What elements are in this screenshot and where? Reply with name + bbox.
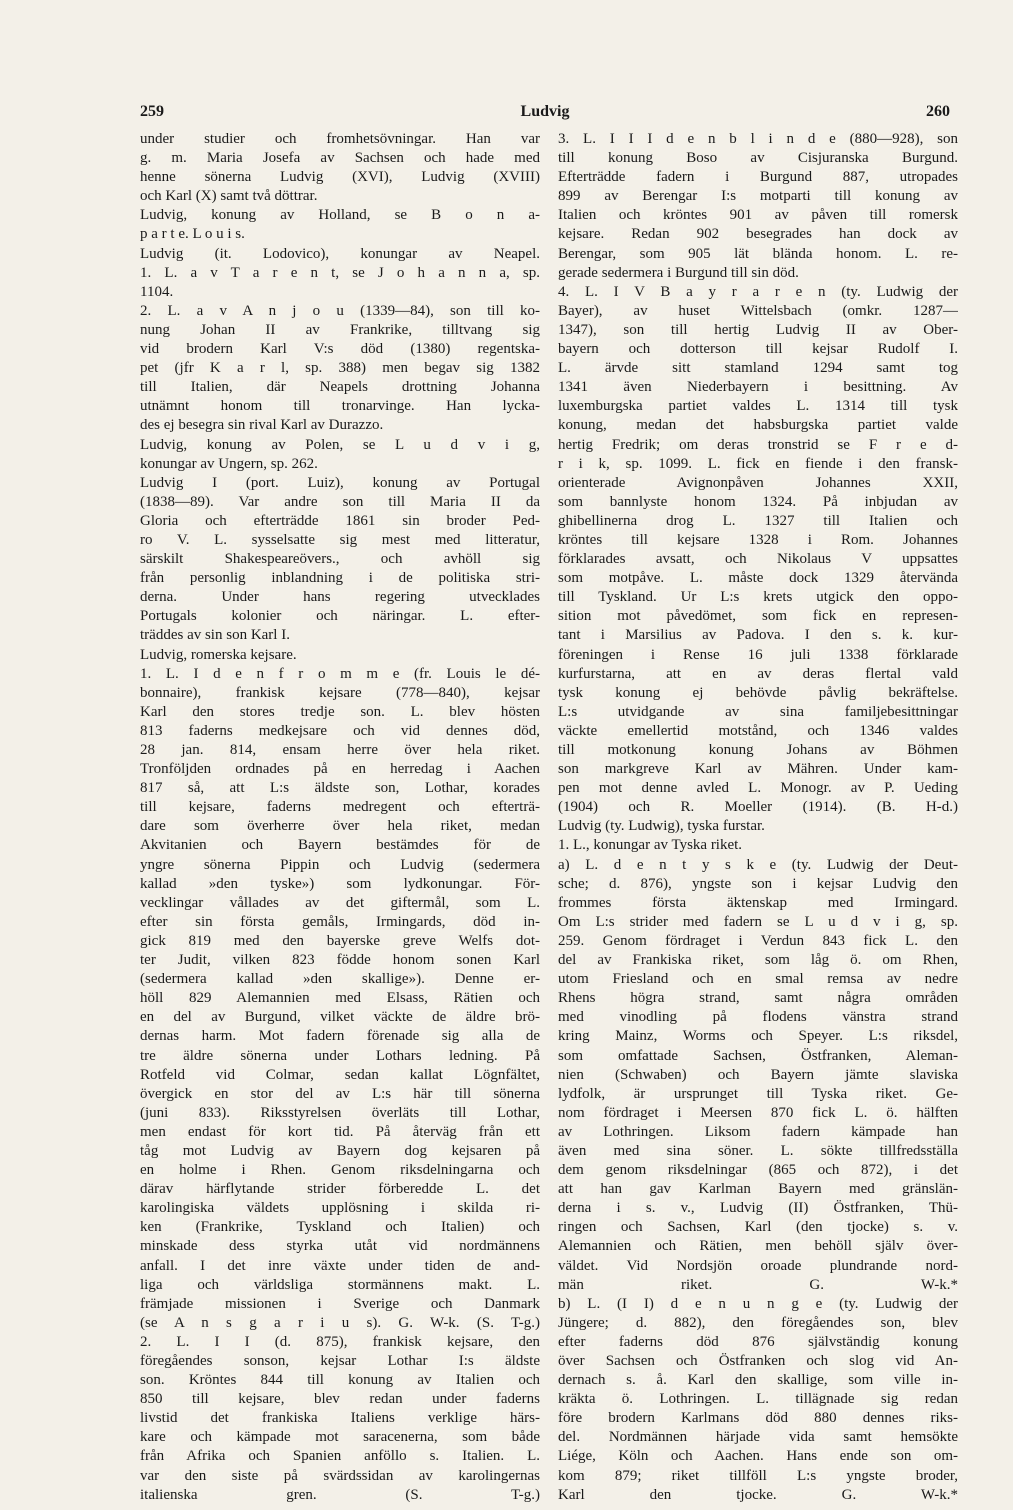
text-line: tant i Marsilius av Padova. I den s. k. kur- bbox=[558, 627, 958, 644]
text-line: 1. L., konungar av Tyska riket. bbox=[558, 837, 743, 854]
text-line: son markgreve Karl av Mähren. Under kam- bbox=[558, 761, 958, 778]
text-line: väldet. Vid Nordsjön oroade plundrande nord- bbox=[558, 1257, 958, 1274]
text-line: efter faderns död 876 självständig konung bbox=[558, 1333, 958, 1350]
page-number-right: 260 bbox=[926, 103, 950, 120]
text-line: dernas harm. Mot fadern förenade sig alla de bbox=[140, 1028, 540, 1045]
text-line: Karl den stores tredje son. L. blev hösten bbox=[140, 703, 540, 720]
text-line: 817 så, att L:s äldste son, Lothar, korades bbox=[140, 780, 540, 797]
text-line: ro V. L. sysselsatte sig mest med litteratur, bbox=[140, 531, 540, 548]
text-line: Bayer), av huset Wittelsbach (omkr. 1287— bbox=[558, 302, 958, 319]
text-line: sition mot påvedömet, som fick en represen- bbox=[558, 608, 958, 625]
text-line: föreningen i Rense 16 juli 1338 förklarade bbox=[558, 646, 958, 663]
text-line: kurfurstarna, att en av deras flertal vald bbox=[558, 665, 958, 682]
text-line: Berengar, som 905 lät blända honom. L. re- bbox=[558, 245, 958, 262]
text-line: gerade sedermera i Burgund till sin död. bbox=[558, 264, 799, 281]
text-line: med vinodling på flodens vänstra strand bbox=[558, 1009, 958, 1026]
text-line: Liége, Köln och Aachen. Hans ende son om- bbox=[558, 1448, 958, 1465]
text-line: väckte emellertid motstånd, och 1346 valdes bbox=[558, 722, 958, 739]
text-line: 813 faderns medkejsare och vid dennes död, bbox=[140, 722, 540, 739]
text-line: r i k, sp. 1099. L. fick en fiende i den fransk- bbox=[558, 455, 958, 472]
text-line: del. Nordmännen härjade vida samt hemsökte bbox=[558, 1429, 958, 1446]
text-line: 2. L. I I (d. 875), frankisk kejsare, den bbox=[140, 1333, 540, 1350]
text-line: (juni 833). Riksstyrelsen överläts till Lothar, bbox=[140, 1104, 540, 1121]
text-line: från personlig inblandning i de politiska stri- bbox=[140, 570, 540, 587]
text-line: men endast för kort tid. På återväg från ett bbox=[140, 1123, 540, 1140]
text-line: 899 av Berengar I:s motparti till konung av bbox=[558, 188, 958, 205]
text-line: Ludvig, romerska kejsare. bbox=[140, 646, 297, 663]
text-line: (se A n s g a r i u s). G. W-k. (S. T-g.) bbox=[140, 1314, 540, 1331]
text-line: främjade missionen i Sverige och Danmark bbox=[140, 1295, 540, 1312]
text-line: vecklingar vållades av det giftermål, som L. bbox=[140, 894, 540, 911]
text-line: en holme i Rhen. Genom riksdelningarna och bbox=[140, 1162, 540, 1179]
text-line: var den siste på svärdssidan av karolingernas bbox=[140, 1467, 540, 1484]
text-line: Portugals kolonier och näringar. L. efter- bbox=[140, 608, 540, 625]
text-line: dem genom riksdelningar (865 och 872), i det bbox=[558, 1162, 958, 1179]
text-line: minskade dess styrka utåt vid nordmännens bbox=[140, 1238, 540, 1255]
text-line: utnämnt honom till tronarvinge. Han lycka- bbox=[140, 398, 540, 415]
text-line: dare som överherre över hela riket, medan bbox=[140, 818, 540, 835]
text-line: efter sin första gemåls, Irmingards, död in- bbox=[140, 913, 540, 930]
text-line: bayern och dotterson till kejsar Rudolf I. bbox=[558, 341, 958, 358]
text-line: nung Johan II av Frankrike, tilltvang sig bbox=[140, 321, 540, 338]
text-line: över Sachsen och Östfranken och slog vid An- bbox=[558, 1353, 958, 1369]
text-line: som motpåve. L. måste dock 1329 återvända bbox=[558, 570, 958, 587]
text-line: (1838—89). Var andre son till Maria II da bbox=[140, 493, 540, 510]
text-line: som bannlyste honom 1324. På inbjudan av bbox=[558, 493, 958, 510]
text-line: pet (jfr K a r l, sp. 388) men begav sig 1382 bbox=[140, 360, 540, 377]
text-line: tåg mot Ludvig av Bayern dog kejsaren på bbox=[140, 1142, 540, 1159]
text-line: Akvitanien och Bayern bestämdes för de bbox=[140, 837, 540, 854]
page-number-left: 259 bbox=[140, 103, 164, 120]
text-line: utom Friesland och en smal remsa av nedre bbox=[558, 971, 958, 988]
text-line: a) L. d e n t y s k e (ty. Ludwig der Deut- bbox=[558, 856, 958, 873]
text-line: del av Frankiska riket, som låg ö. om Rhen, bbox=[558, 952, 958, 969]
text-line: Gloria och efterträdde 1861 sin broder Ped- bbox=[140, 512, 540, 529]
text-line: Jüngere; d. 882), den föregåendes son, blev bbox=[558, 1314, 958, 1331]
text-line: L. ärvde sitt stamland 1294 samt tog bbox=[558, 360, 958, 377]
text-line: och Karl (X) samt två döttrar. bbox=[140, 188, 318, 205]
text-line: Rhens högra strand, samt några områden bbox=[558, 990, 958, 1007]
text-line: vid brodern Karl V:s död (1380) regentska- bbox=[140, 341, 540, 358]
text-line: förklarades avsatt, och Nikolaus V uppsattes bbox=[558, 551, 958, 568]
text-line: 259. Genom fördraget i Verdun 843 fick L. den bbox=[558, 932, 958, 949]
text-line: g. m. Maria Josefa av Sachsen och hade med bbox=[140, 150, 540, 167]
text-line: tysk konung ej behövde påvlig bekräftelse. bbox=[558, 684, 958, 701]
text-line: livstid det frankiska Italiens verklige härs- bbox=[140, 1410, 540, 1427]
text-line: kallad »den tyske») som lydkonungar. För- bbox=[140, 875, 540, 892]
text-line: anfall. I det inre växte under tiden de and- bbox=[140, 1257, 540, 1274]
text-line: son. Kröntes 844 till konung av Italien och bbox=[140, 1372, 540, 1389]
text-line: till motkonung konung Johans av Böhmen bbox=[558, 742, 958, 758]
text-line: från Afrika och Spanien anföllo s. Italien. L. bbox=[140, 1448, 540, 1465]
text-line: Ludvig I (port. Luiz), konung av Portugal bbox=[140, 474, 540, 491]
text-line: höll 829 Alemannien med Elsass, Rätien och bbox=[140, 990, 540, 1007]
text-line: särskilt Shakespeareövers., och avhöll sig bbox=[140, 551, 540, 568]
right-column bbox=[558, 130, 958, 1505]
text-line: Ludvig, konung av Polen, se L u d v i g, bbox=[140, 436, 540, 453]
text-line: som omfattade Sachsen, Östfranken, Aleman- bbox=[558, 1047, 958, 1064]
text-line: därav härflytande strider förberedde L. det bbox=[140, 1181, 540, 1198]
text-line: bonnaire), frankisk kejsare (778—840), kejsar bbox=[140, 684, 540, 701]
text-line: 28 jan. 814, ensam herre över hela riket. bbox=[140, 742, 540, 758]
text-line: ringen och Sachsen, Karl (den tjocke) s. v. bbox=[558, 1219, 958, 1236]
text-line: 1. L. a v T a r e n t, se J o h a n n a, sp. bbox=[140, 264, 540, 281]
left-column bbox=[140, 130, 540, 1505]
text-line: Ludvig (ty. Ludwig), tyska furstar. bbox=[558, 818, 765, 835]
text-line: kring Mainz, Worms och Speyer. L:s riksdel, bbox=[558, 1028, 958, 1045]
text-line: des ej besegra sin rival Karl av Durazzo. bbox=[140, 417, 384, 434]
text-line: träddes av sin son Karl I. bbox=[140, 627, 290, 644]
text-line: av Lothringen. Liksom fadern kämpade han bbox=[558, 1123, 958, 1140]
text-line: ghibellinerna drog L. 1327 till Italien och bbox=[558, 512, 958, 529]
text-line: kare och kämpade mot saracenerna, som både bbox=[140, 1429, 540, 1446]
text-line: under studier och fromhetsövningar. Han var bbox=[140, 131, 540, 147]
text-line: till konung Boso av Cisjuranska Burgund. bbox=[558, 150, 958, 167]
text-line: 1. L. I d e n f r o m m e (fr. Louis le dé- bbox=[140, 665, 540, 682]
text-line: en del av Burgund, vilket väckte de äldre brö- bbox=[140, 1009, 540, 1026]
text-line: derna i s. v., Ludvig (II) Östfranken, Thü- bbox=[558, 1200, 958, 1217]
text-line: lydfolk, är ursprunget till Tyska riket. Ge- bbox=[558, 1085, 958, 1102]
text-line: hertig Fredrik; om deras tronstrid se F r e d- bbox=[558, 436, 958, 453]
running-title: Ludvig bbox=[520, 103, 570, 120]
text-line: till Italien, där Neapels drottning Johanna bbox=[140, 379, 540, 396]
text-line: yngre sönerna Pippin och Ludvig (sedermera bbox=[140, 856, 540, 873]
text-line: kröntes till kejsare 1328 i Rom. Johannes bbox=[558, 531, 958, 548]
text-line: Om L:s strider med fadern se L u d v i g, sp. bbox=[558, 913, 958, 930]
text-line: Alemannien och Rätien, men behöll själv över- bbox=[558, 1238, 958, 1255]
text-line: henne sönerna Ludvig (XVI), Ludvig (XVIII) bbox=[140, 169, 540, 186]
text-line: liga och världsliga stormännens makt. L. bbox=[140, 1276, 540, 1293]
text-line: karolingiska väldets upplösning i skilda ri- bbox=[140, 1200, 540, 1217]
text-line: 1341 även Niederbayern i besittning. Av bbox=[558, 379, 958, 396]
text-line: övergick en stor del av L:s här till sönerna bbox=[140, 1085, 540, 1102]
text-line: 1104. bbox=[140, 283, 174, 300]
text-line: 850 till kejsare, blev redan under faderns bbox=[140, 1391, 540, 1408]
text-line: ken (Frankrike, Tyskland och Italien) och bbox=[140, 1219, 540, 1236]
text-line: 3. L. I I I d e n b l i n d e (880—928), son bbox=[558, 131, 958, 147]
text-line: 2. L. a v A n j o u (1339—84), son till ko- bbox=[140, 302, 540, 319]
text-line: orienterade Avignonpåven Johannes XXII, bbox=[558, 474, 958, 491]
text-line: ter Judit, vilken 823 födde honom sonen Karl bbox=[140, 952, 540, 969]
text-line: konungar av Ungern, sp. 262. bbox=[140, 455, 318, 472]
text-line: nien (Schwaben) och Bayern jämte slaviska bbox=[558, 1066, 958, 1083]
text-line: gick 819 med den bayerske greve Welfs dot- bbox=[140, 932, 540, 949]
text-line: att han gav Karlman Bayern med gränslän- bbox=[558, 1181, 958, 1198]
text-line: Rotfeld vid Colmar, sedan kallat Lögnfältet, bbox=[140, 1066, 540, 1083]
text-line: kom 879; riket tillföll L:s yngste broder, bbox=[558, 1467, 958, 1484]
text-line: Tronföljden ordnades på en herredag i Aachen bbox=[140, 761, 540, 778]
text-line: 4. L. I V B a y r a r e n (ty. Ludwig der bbox=[558, 283, 958, 300]
text-line: (sedermera kallad »den skallige»). Denne er- bbox=[140, 971, 540, 988]
text-line: 1347), son till hertig Ludvig II av Ober- bbox=[558, 321, 958, 338]
text-line: sche; d. 876), yngste son i kejsar Ludvig den bbox=[558, 875, 958, 892]
text-line: Ludvig, konung av Holland, se B o n a- bbox=[140, 207, 540, 224]
text-line: konung, medan det habsburgska partiet valde bbox=[558, 417, 958, 434]
text-line: även med sina söner. L. sökte tillfredsställa bbox=[558, 1142, 958, 1159]
text-line: till kejsare, faderns medregent och efterträ- bbox=[140, 799, 540, 816]
text-line: italienska gren. (S. T-g.) bbox=[140, 1486, 540, 1503]
text-line: till Tyskland. Ur L:s krets utgick den oppo- bbox=[558, 589, 958, 606]
text-line: föregåendes sonson, kejsar Lothar I:s äldste bbox=[140, 1353, 540, 1369]
text-line: p a r t e. L o u i s. bbox=[140, 226, 245, 243]
text-line: Italien och kröntes 901 av påven till romersk bbox=[558, 207, 958, 224]
text-line: Efterträdde fadern i Burgund 887, utropades bbox=[558, 169, 958, 186]
text-line: luxemburgska partiet valdes L. 1314 till tysk bbox=[558, 398, 958, 415]
text-line: män riket. G. W-k.* bbox=[558, 1276, 958, 1293]
text-line: kejsare. Redan 902 besegrades han dock av bbox=[558, 226, 958, 243]
text-line: före brodern Karlmans död 880 dennes riks- bbox=[558, 1410, 958, 1427]
text-line: nom fördraget i Meersen 870 fick L. ö. hälften bbox=[558, 1104, 958, 1121]
text-line: kräkta ö. Lothringen. L. tillägnade sig redan bbox=[558, 1391, 958, 1408]
text-line: derna. Under hans regering utvecklades bbox=[140, 589, 540, 606]
text-line: Ludvig (it. Lodovico), konungar av Neapel. bbox=[140, 245, 540, 262]
page-header bbox=[140, 103, 950, 127]
text-line: frommes första äktenskap med Irmingard. bbox=[558, 894, 958, 911]
text-line: pen mot denne avled L. Monogr. av P. Ueding bbox=[558, 780, 958, 797]
text-line: tre äldre sönerna under Lothars ledning. På bbox=[140, 1047, 540, 1064]
text-line: (1904) och R. Moeller (1914). (B. H-d.) bbox=[558, 799, 958, 816]
text-line: L:s utvidgande av sina familjebesittningar bbox=[558, 703, 958, 720]
text-line: dernach s. å. Karl den skallige, som ville in- bbox=[558, 1372, 958, 1389]
text-line: b) L. (I I) d e n u n g e (ty. Ludwig der bbox=[558, 1295, 958, 1312]
text-line: Karl den tjocke. G. W-k.* bbox=[558, 1486, 958, 1503]
